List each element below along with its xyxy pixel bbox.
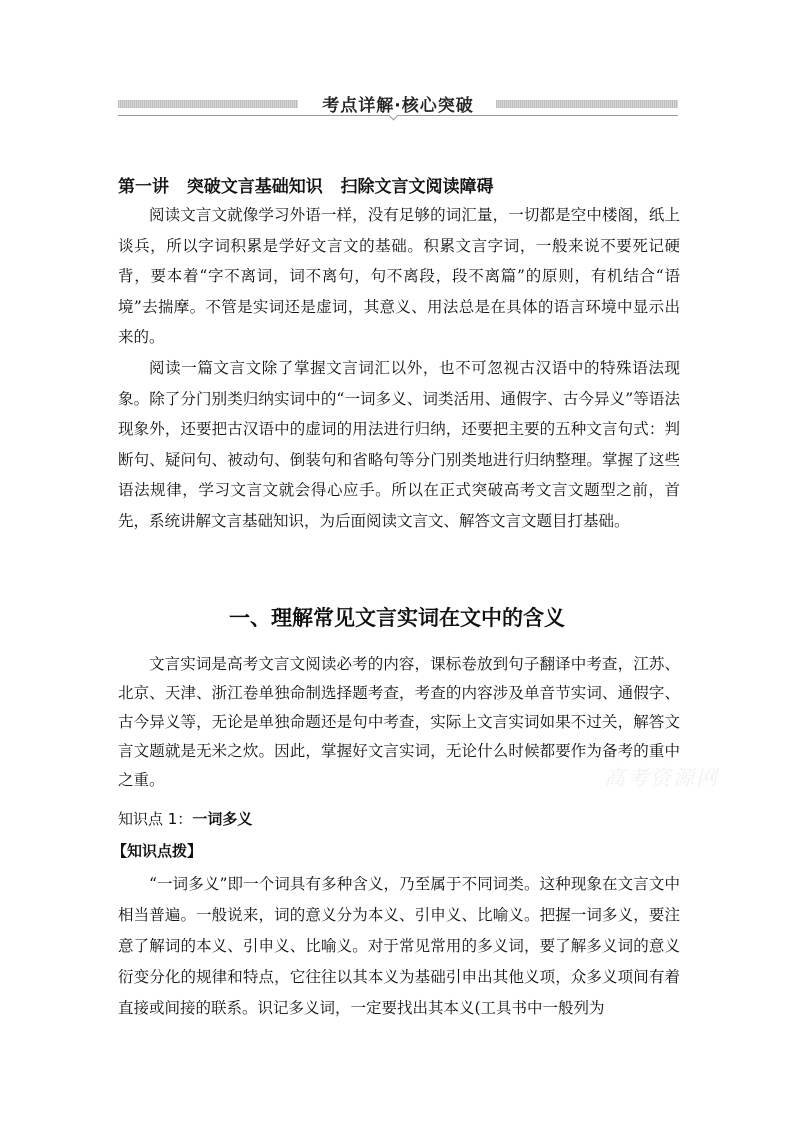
knowledge-point-tag: 【知识点拨】 <box>112 842 203 860</box>
section-intro-paragraph: 文言实词是高考文言文阅读必考的内容，课标卷放到句子翻译中考查，江苏、北京、天津、浙江卷单独命制选择题考查，考查的内容涉及单音节实词、通假字、古今异义等，无论是单独命题还是句中考查，实际上文言实词如果不过关，解答文言文题就是无米之炊。因此，掌握好文言实词，无论什么时候都要作为备考的重中之重。 <box>118 655 680 789</box>
banner-left-bar <box>118 100 298 108</box>
knowledge-point-name: 一词多义 <box>192 810 253 828</box>
watermark-logo: 高考资源网 <box>604 766 719 790</box>
lecture-paragraph-2: 阅读一篇文言文除了掌握文言词汇以外，也不可忽视古汉语中的特殊语法现象。除了分门别类归纳实词中的“一词多义、词类活用、通假字、古今异义”等语法现象外，还要把古汉语中的虚词的用法进行归纳，还要把主要的五种文言句式：判断句、疑问句、被动句、倒装句和省略句等分门别类地进行归纳整理。掌握了这些语法规律，学习文言文就会得心应手。所以在正式突破高考文言文题型之前，首先，系统讲解文言基础知识，为后面阅读文言文、解答文言文题目打基础。 <box>118 359 680 530</box>
knowledge-point-paragraph: “一词多义”即一个词具有多种含义，乃至属于不同词类。这种现象在文言文中相当普遍。一般说来，词的意义分为本义、引申义、比喻义。把握一词多义，要注意了解词的本义、引申义、比喻义。对于常见常用的多义词，要了解多义词的意义衍变分化的规律和特点，它往往以其本义为基础引申出其他义项，众多义项间有着直接或间接的联系。识记多义词，一定要找出其本义(工具书中一般列为 <box>118 875 680 1017</box>
knowledge-point-prefix: 知识点 1： <box>118 810 193 828</box>
knowledge-point-label <box>118 808 252 829</box>
banner-right-bar <box>496 100 678 108</box>
lecture-paragraph-1: 阅读文言文就像学习外语一样，没有足够的词汇量，一切都是空中楼阁，纸上谈兵，所以字词积累是学好文言文的基础。积累文言字词，一般来说不要死记硬背，要本着“字不离词，词不离句，句不离段，段不离篇”的原则，有机结合“语境”去揣摩。不管是实词还是虚词，其意义、用法总是在具体的语言环境中显示出来的。 <box>118 206 680 346</box>
banner-title: 考点详解·核心突破 <box>322 96 474 116</box>
lecture-title: 第一讲 突破文言基础知识 扫除文言文阅读障碍 <box>118 177 494 197</box>
section-title: 一、理解常见文言实词在文中的含义 <box>229 606 565 630</box>
header-banner <box>118 90 678 118</box>
